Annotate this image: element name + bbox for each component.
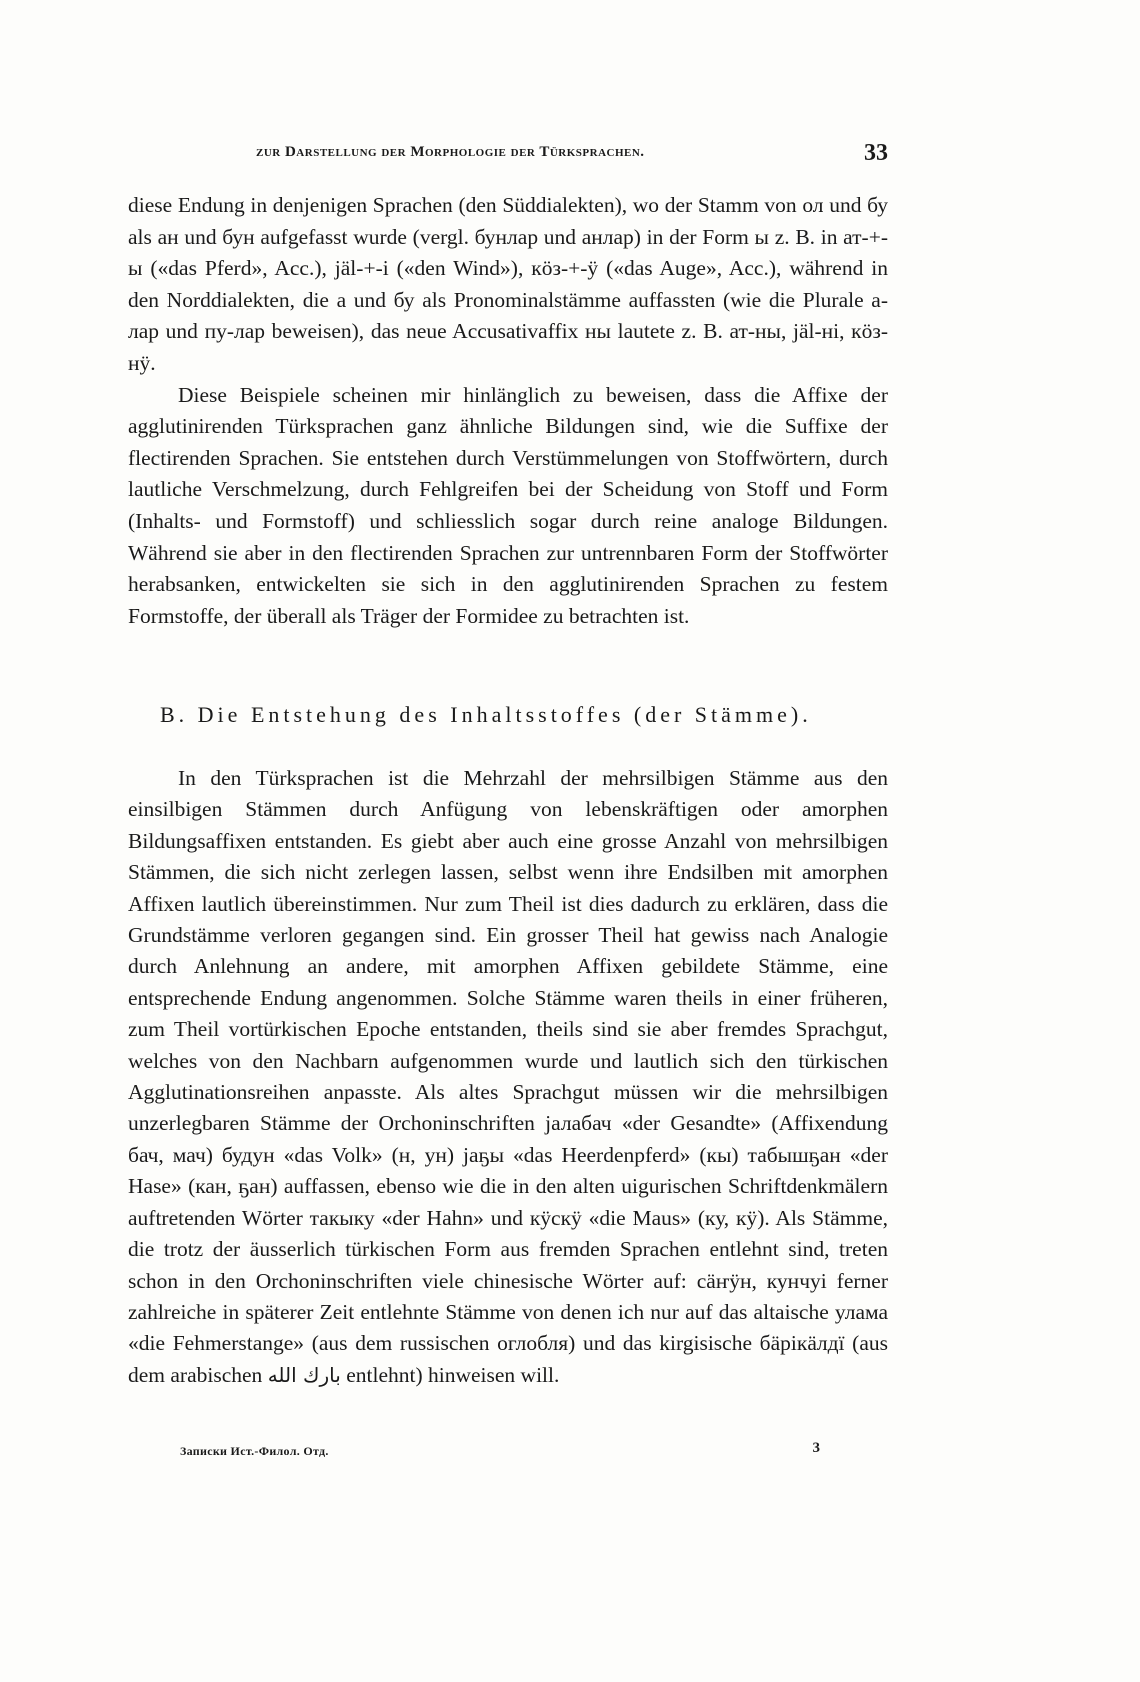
paragraph-continuation: diese Endung in denjenigen Sprachen (den Süddialekten), wo der Stamm von ол und бу als ан und бун aufgefasst wurde (vergl. бунлар und анлар) in der Form ы z. B. in ат-+-ы («das Pferd», Acc.), jäl-+-i («den Wind»), кӧз-+-ӱ («das Auge», Acc.), während in den Norddialekten, die а und бу als Pronominalstämme auffassten (wie die Plurale а-лар und пу-лар beweisen), das neue Accusativaffix ны lautete z. B. ат-ны, jäl-ні, кӧз-нӱ. [128,193,888,375]
section-heading: B. Die Entstehung des Inhaltsstoffes (der Stämme). [160,702,812,727]
page-header [128,140,888,180]
paragraph-stems-end: entlehnt) hinweisen will. [346,1362,560,1387]
arabic-word: بارك الله [267,1362,341,1387]
footer-signature: Записки Ист.-Филол. Отд. [180,1444,329,1458]
paragraph-affixes: Diese Beispiele scheinen mir hinlänglich zu beweisen, dass die Affixe der agglutinirenden Türksprachen ganz ähnliche Bildungen sind, wie die Suffixe der flectirenden Sprachen. Sie entstehen durch Verstümmelungen von Stoffwörtern, durch lautliche Verschmelzung, durch Fehlgreifen bei der Scheidung von Stoff und Form (Inhalts- und Formstoff) und schliesslich sogar durch reine analoge Bildungen. Während sie aber in den flectirenden Sprachen zur untrennbaren Form der Stoffwörter herabsanken, entwickelten sie sich in den agglutinirenden Sprachen zu festem Formstoffe, der überall als Träger der Formidee zu betrachten ist. [128,382,888,628]
sheet-number: 3 [812,1440,820,1456]
page-number: 33 [864,140,888,166]
body-text-top [128,190,888,632]
running-head: zur Darstellung der Morphologie der Türksprachen. [256,144,645,160]
paragraph-stems [128,763,888,1391]
paragraph-stems-text: In den Türksprachen ist die Mehrzahl der mehrsilbigen Stämme aus den einsilbigen Stämmen durch Anfügung von lebenskräftigen oder amorphen Bildungsaffixen entstanden. Es giebt aber auch eine grosse Anzahl von mehrsilbigen Stämmen, die sich nicht zerlegen lassen, selbst wenn ihre Endsilben mit amorphen Affixen lautlich übereinstimmen. Nur zum Theil ist dies dadurch zu erklären, dass die Grundstämme verloren gegangen sind. Ein grosser Theil hat gewiss nach Analogie durch Anlehnung an andere, mit amorphen Affixen gebildete Stämme, eine entsprechende Endung angenommen. Solche Stämme waren theils in einer früheren, zum Theil vortürkischen Epoche entstanden, theils sind sie aber fremdes Sprachgut, welches von den Nachbarn aufgenommen wurde und lautlich sich den türkischen Agglutinationsreihen anpasste. Als altes Sprachgut müssen wir die mehrsilbigen unzerlegbaren Stämme der Orchoninschriften јалабач «der Gesandte» (Affixendung бач, мач) будун «das Volk» (н, ун) јаҕы «das Heerdenpferd» (кы) табышҕан «der Hase» (кан, ҕан) auffassen, ebenso wie die in den alten uigurischen Schriftdenkmälern auftretenden Wörter такыку «der Hahn» und кӱскӱ «die Maus» (ку, кӱ). Als Stämme, die trotz der äusserlich türkischen Form aus fremden Sprachen entlehnt sind, treten schon in den Orchoninschriften viele chinesische Wörter auf: сäҥӱн, кунчуі ferner zahlreiche in späterer Zeit entlehnte Stämme von denen ich nur auf das altaische улама «die Fehmerstange» (aus dem russischen оглобля) und das kirgisische бäрікäлдї (aus dem arabischen [128,766,888,1387]
page-footer [180,1440,820,1468]
body-text-section [128,763,888,1391]
